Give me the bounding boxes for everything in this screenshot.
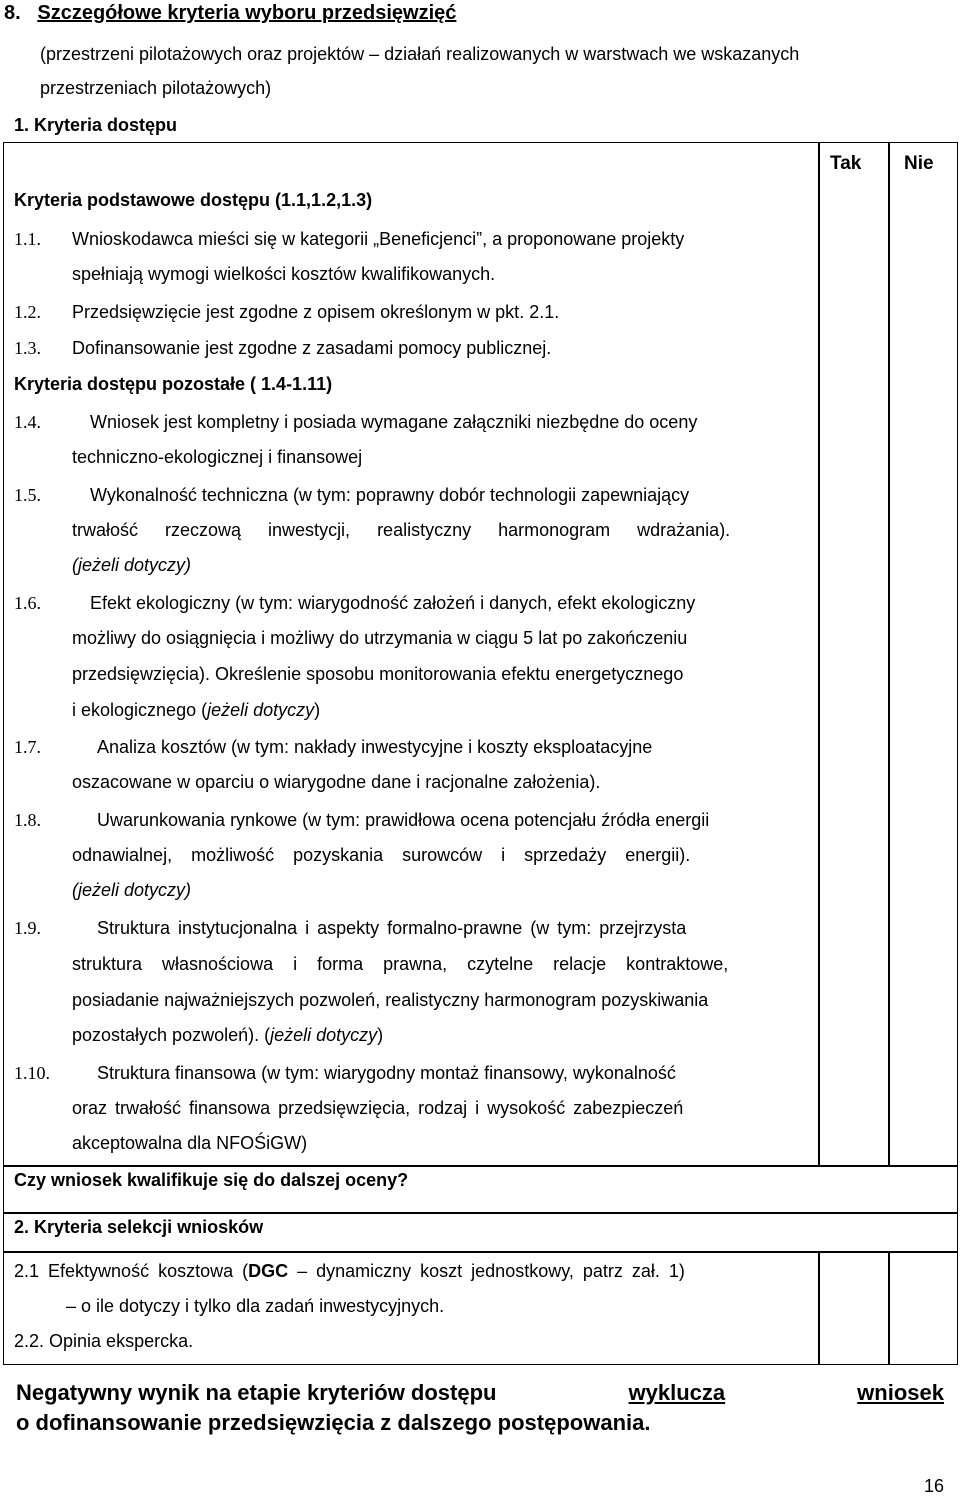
criterion-number: 1.7.	[14, 737, 41, 757]
table-divider	[3, 1251, 958, 1253]
footer-note-line-1: Negatywny wynik na etapie kryteriów dostępu wyklucza wniosek	[16, 1380, 944, 1405]
criterion-number: 1.6.	[14, 593, 41, 613]
criterion-text: spełniają wymogi wielkości kosztów kwalifikowanych.	[72, 264, 496, 284]
qualify-question: Czy wniosek kwalifikuje się do dalszej oceny?	[14, 1170, 409, 1190]
section-number: 8.	[4, 2, 21, 24]
other-criteria-header: Kryteria dostępu pozostałe ( 1.4-1.11)	[14, 374, 333, 394]
criterion-number: 1.9.	[14, 918, 41, 938]
criterion-text: Wykonalność techniczna (w tym: poprawny dobór technologii zapewniający	[90, 485, 690, 505]
page-number: 16	[923, 1476, 944, 1496]
criterion-text: Struktura finansowa (w tym: wiarygodny montaż finansowy, wykonalność	[97, 1063, 676, 1083]
criterion-number: 1.2.	[14, 302, 41, 322]
criterion-text: 2.1 Efektywność kosztowa (DGC – dynamiczny koszt jednostkowy, patrz zał. 1)	[14, 1261, 685, 1281]
criterion-number: 1.4.	[14, 412, 41, 432]
criterion-text: (jeżeli dotyczy)	[72, 555, 192, 575]
criterion-text: 2.2. Opinia ekspercka.	[14, 1331, 194, 1351]
criterion-number: 1.8.	[14, 810, 41, 830]
criterion-text: Dofinansowanie jest zgodne z zasadami pomocy publicznej.	[72, 338, 552, 358]
criterion-text: techniczno-ekologicznej i finansowej	[72, 447, 363, 467]
criterion-number: 1.10.	[14, 1063, 50, 1083]
criterion-text: Wnioskodawca mieści się w kategorii „Beneficjenci”, a proponowane projekty	[72, 229, 685, 249]
criterion-text: Wniosek jest kompletny i posiada wymagane załączniki niezbędne do oceny	[90, 412, 698, 432]
section-title: Szczegółowe kryteria wyboru przedsięwzięć	[37, 2, 457, 24]
criterion-text: Analiza kosztów (w tym: nakłady inwestycyjne i koszty eksploatacyjne	[97, 737, 653, 757]
table-divider	[818, 1251, 820, 1365]
criterion-text: akceptowalna dla NFOŚiGW)	[72, 1133, 308, 1153]
criterion-text: oraz trwałość finansowa przedsięwzięcia, rodzaj i wysokość zabezpieczeń	[72, 1098, 684, 1118]
column-header-tak: Tak	[830, 153, 862, 174]
intro-line-1: (przestrzeni pilotażowych oraz projektów – działań realizowanych w warstwach we wskazanych	[40, 44, 800, 64]
table-divider	[3, 1165, 958, 1167]
table-divider	[888, 1251, 890, 1365]
table-divider	[3, 1212, 958, 1214]
criterion-text: Struktura instytucjonalna i aspekty formalno-prawne (w tym: przejrzysta	[97, 918, 687, 938]
criterion-text: posiadanie najważniejszych pozwoleń, realistyczny harmonogram pozyskiwania	[72, 990, 709, 1010]
criterion-text: (jeżeli dotyczy)	[72, 880, 192, 900]
criterion-text: pozostałych pozwoleń). (jeżeli dotyczy)	[72, 1025, 384, 1045]
footer-note-line-2: o dofinansowanie przedsięwzięcia z dalszego postępowania.	[16, 1410, 651, 1435]
criterion-text: trwałość rzeczową inwestycji, realistyczny harmonogram wdrażania).	[72, 520, 731, 540]
criterion-text: Uwarunkowania rynkowe (w tym: prawidłowa ocena potencjału źródła energii	[97, 810, 710, 830]
criterion-text: oszacowane w oparciu o wiarygodne dane i racjonalne założenia).	[72, 772, 601, 792]
criterion-number: 1.1.	[14, 229, 41, 249]
table-divider	[888, 142, 890, 1165]
selection-criteria-title: 2. Kryteria selekcji wniosków	[14, 1217, 264, 1237]
criterion-number: 1.5.	[14, 485, 41, 505]
criterion-text: struktura własnościowa i forma prawna, czytelne relacje kontraktowe,	[72, 954, 729, 974]
criterion-text: przedsięwzięcia). Określenie sposobu monitorowania efektu energetycznego	[72, 664, 684, 684]
table-divider	[818, 142, 820, 1165]
subsection-title: 1. Kryteria dostępu	[14, 115, 178, 135]
criterion-text: możliwy do osiągnięcia i możliwy do utrzymania w ciągu 5 lat po zakończeniu	[72, 628, 688, 648]
intro-line-2: przestrzeniach pilotażowych)	[40, 78, 272, 98]
criterion-text: i ekologicznego (jeżeli dotyczy)	[72, 700, 321, 720]
criterion-text: Efekt ekologiczny (w tym: wiarygodność założeń i danych, efekt ekologiczny	[90, 593, 696, 613]
column-header-nie: Nie	[904, 153, 934, 174]
criterion-number: 1.3.	[14, 338, 41, 358]
criterion-text: Przedsięwzięcie jest zgodne z opisem określonym w pkt. 2.1.	[72, 302, 560, 322]
criterion-text: – o ile dotyczy i tylko dla zadań inwestycyjnych.	[66, 1296, 445, 1316]
basic-criteria-header: Kryteria podstawowe dostępu (1.1,1.2,1.3)	[14, 190, 373, 210]
criterion-text: odnawialnej, możliwość pozyskania surowców i sprzedaży energii).	[72, 845, 691, 865]
section-heading	[4, 2, 456, 25]
